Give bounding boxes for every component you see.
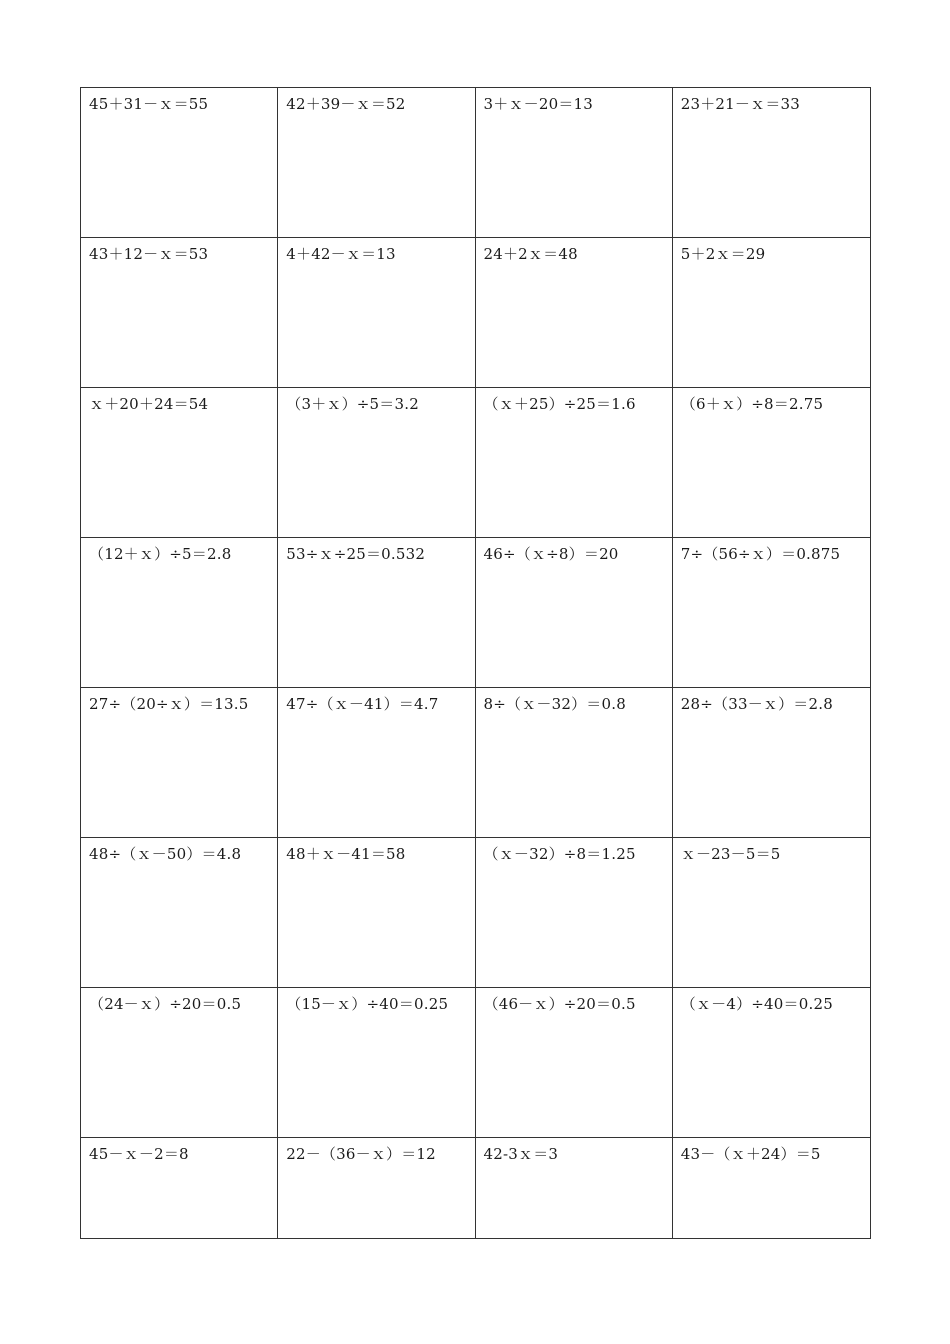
worksheet-cell (476, 988, 673, 1138)
worksheet-cell (476, 238, 673, 388)
worksheet-cell (81, 838, 278, 988)
worksheet-cell (476, 1138, 673, 1238)
equation-text: 28÷（33－ｘ）＝2.8 (680, 695, 833, 713)
equation-text: 45＋31－ｘ＝55 (89, 95, 209, 113)
equation-text: 42-3ｘ＝3 (483, 1145, 559, 1163)
worksheet-cell (673, 1138, 870, 1238)
worksheet-cell (476, 838, 673, 988)
equation-text: 4＋42－ｘ＝13 (286, 245, 396, 263)
equation-text: 7÷（56÷ｘ）＝0.875 (680, 545, 841, 563)
equation-text: （15－ｘ）÷40＝0.25 (286, 995, 449, 1013)
equation-text: 43－（ｘ＋24）＝5 (680, 1145, 821, 1163)
worksheet-cell (81, 388, 278, 538)
equation-text: （ｘ－4）÷40＝0.25 (680, 995, 833, 1013)
equation-text: 48＋ｘ－41＝58 (286, 845, 406, 863)
equation-text: 42＋39－ｘ＝52 (286, 95, 406, 113)
equation-text: 22－（36－ｘ）＝12 (286, 1145, 436, 1163)
worksheet-cell (673, 88, 870, 238)
equation-text: 45－ｘ－2＝8 (89, 1145, 189, 1163)
worksheet-cell (673, 838, 870, 988)
worksheet-cell (673, 388, 870, 538)
worksheet-cell (81, 988, 278, 1138)
equation-text: （12＋ｘ）÷5＝2.8 (89, 545, 232, 563)
worksheet-cell (81, 1138, 278, 1238)
worksheet-cell (278, 988, 475, 1138)
worksheet-cell (278, 838, 475, 988)
worksheet-cell (673, 538, 870, 688)
equation-text: 27÷（20÷ｘ）＝13.5 (89, 695, 249, 713)
equation-text: （ｘ＋25）÷25＝1.6 (483, 395, 636, 413)
equation-worksheet-table (80, 87, 871, 1239)
worksheet-cell (278, 88, 475, 238)
equation-text: ｘ－23－5＝5 (680, 845, 781, 863)
worksheet-cell (673, 688, 870, 838)
worksheet-cell (278, 538, 475, 688)
worksheet-cell (476, 688, 673, 838)
worksheet-cell (476, 388, 673, 538)
equation-text: 8÷（ｘ－32）＝0.8 (483, 695, 626, 713)
worksheet-cell (81, 238, 278, 388)
equation-text: 23＋21－ｘ＝33 (680, 95, 801, 113)
equation-text: （24－ｘ）÷20＝0.5 (89, 995, 242, 1013)
worksheet-cell (278, 388, 475, 538)
worksheet-cell (673, 988, 870, 1138)
equation-text: ｘ＋20＋24＝54 (89, 395, 209, 413)
worksheet-cell (81, 688, 278, 838)
equation-text: 48÷（ｘ－50）＝4.8 (89, 845, 242, 863)
worksheet-cell (476, 538, 673, 688)
equation-text: 47÷（ｘ－41）＝4.7 (286, 695, 439, 713)
equation-text: 3＋ｘ－20＝13 (483, 95, 594, 113)
equation-text: 43＋12－ｘ＝53 (89, 245, 209, 263)
worksheet-cell (81, 88, 278, 238)
equation-text: 53÷ｘ÷25＝0.532 (286, 545, 426, 563)
equation-text: （6＋ｘ）÷8＝2.75 (680, 395, 824, 413)
worksheet-cell (81, 538, 278, 688)
equation-text: 5＋2ｘ＝29 (680, 245, 766, 263)
equation-text: 24＋2ｘ＝48 (483, 245, 578, 263)
worksheet-cell (278, 688, 475, 838)
equation-text: 46÷（ｘ÷8）＝20 (483, 545, 619, 563)
equation-text: （46－ｘ）÷20＝0.5 (483, 995, 636, 1013)
worksheet-cell (476, 88, 673, 238)
worksheet-cell (278, 1138, 475, 1238)
worksheet-cell (278, 238, 475, 388)
equation-text: （ｘ－32）÷8＝1.25 (483, 845, 636, 863)
equation-text: （3＋ｘ）÷5＝3.2 (286, 395, 419, 413)
worksheet-cell (673, 238, 870, 388)
